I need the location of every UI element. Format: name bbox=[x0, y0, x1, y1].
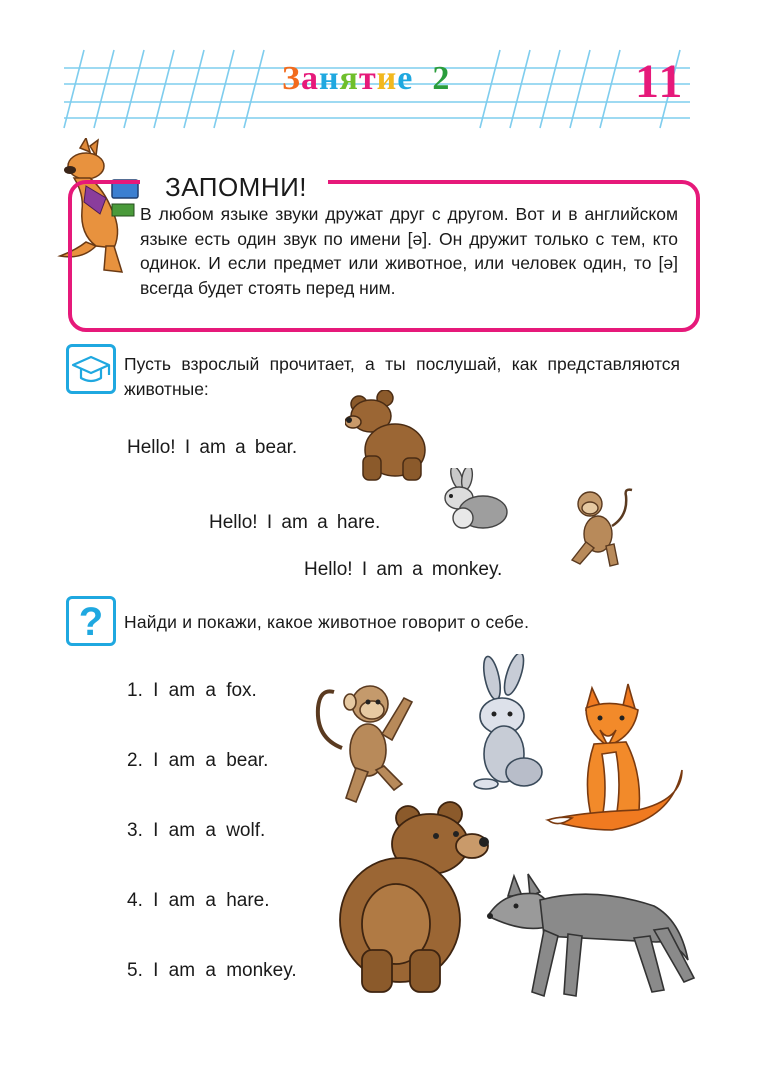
page-header bbox=[0, 40, 775, 130]
task2-icon-box bbox=[66, 596, 116, 646]
title-letter bbox=[413, 60, 423, 98]
fox-illustration bbox=[542, 680, 690, 836]
title-letter: н bbox=[318, 60, 340, 97]
title-letter bbox=[423, 60, 433, 98]
list-item: 1. I am a fox. bbox=[127, 680, 257, 701]
title-letter: и bbox=[376, 60, 398, 97]
phrase-monkey: Hello! I am a monkey. bbox=[304, 559, 503, 580]
monkey-illustration bbox=[312, 678, 420, 808]
title-letter: я bbox=[339, 60, 359, 97]
task1-instruction: Пусть взрослый прочитает, а ты послушай, как представляются животные: bbox=[124, 354, 680, 399]
remember-text: В любом языке звуки дружат друг с другом. Вот и в английском языке есть один звук по имени [ə]. Он дружит только с тем, кто одинок. И если предмет или животное, или человек один, то [ə] всегда будет стоять перед ним. bbox=[140, 204, 678, 298]
phrase-hare: Hello! I am a hare. bbox=[209, 512, 381, 533]
title-letter: 2 bbox=[432, 60, 451, 97]
title-letter: т bbox=[358, 60, 377, 97]
small-bear-illustration bbox=[345, 390, 431, 484]
phrase-bear: Hello! I am a bear. bbox=[127, 437, 298, 458]
graduation-cap-icon bbox=[69, 347, 113, 391]
small-monkey-illustration bbox=[566, 486, 638, 570]
remember-title: ЗАПОМНИ! bbox=[165, 172, 308, 202]
list-item: 5. I am a monkey. bbox=[127, 960, 297, 981]
small-hare-illustration bbox=[437, 468, 509, 532]
title-letter: а bbox=[300, 60, 319, 97]
title-letter: З bbox=[282, 60, 301, 97]
question-icon: ? bbox=[78, 600, 104, 644]
page-number: 11 bbox=[635, 55, 685, 108]
list-item: 4. I am a hare. bbox=[127, 890, 270, 911]
lesson-title bbox=[282, 60, 450, 98]
list-item: 3. I am a wolf. bbox=[127, 820, 266, 841]
title-letter: е bbox=[397, 60, 414, 97]
task2-instruction: Найди и покажи, какое животное говорит о себе. bbox=[124, 612, 530, 632]
list-item: 2. I am a bear. bbox=[127, 750, 269, 771]
bear-illustration bbox=[334, 800, 494, 996]
wolf-illustration bbox=[484, 870, 696, 1002]
task1-icon-box bbox=[66, 344, 116, 394]
rabbit-illustration bbox=[462, 654, 548, 792]
